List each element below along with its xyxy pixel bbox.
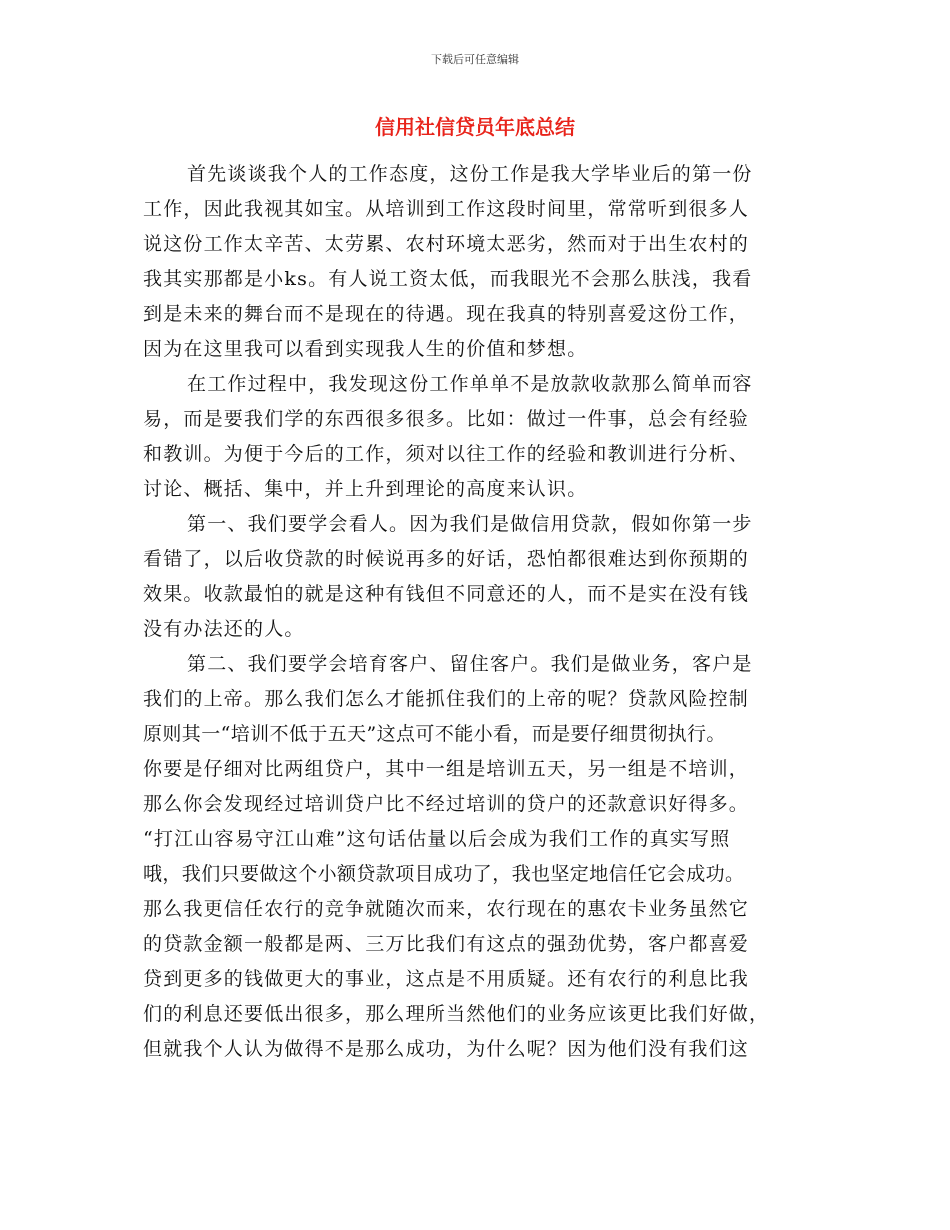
document-title: 信用社信贷员年底总结 bbox=[375, 115, 575, 139]
text-line: 效果。收款最怕的就是这种有钱但不同意还的人，而不是实在没有钱 bbox=[143, 583, 750, 605]
text-line: 们的利息还要低出很多，那么理所当然他们的业务应该更比我们好做， bbox=[143, 1003, 770, 1025]
text-line: 说这份工作太辛苦、太劳累、农村环境太恶劣，然而对于出生农村的 bbox=[143, 233, 750, 255]
text-line: 到是未来的舞台而不是现在的待遇。现在我真的特别喜爱这份工作， bbox=[143, 303, 750, 325]
text-line: 首先谈谈我个人的工作态度，这份工作是我大学毕业后的第一份 bbox=[187, 163, 753, 185]
text-line: 的贷款金额一般都是两、三万比我们有这点的强劲优势，客户都喜爱 bbox=[143, 933, 750, 955]
page-header-note: 下载后可任意编辑 bbox=[431, 53, 519, 66]
text-line: 第一、我们要学会看人。因为我们是做信用贷款，假如你第一步 bbox=[187, 513, 753, 535]
text-line: 讨论、概括、集中，并上升到理论的高度来认识。 bbox=[143, 478, 588, 500]
text-line: 原则其一“培训不低于五天”这点可不能小看，而是要仔细贯彻执行。 bbox=[143, 723, 726, 745]
text-line: 和教训。为便于今后的工作，须对以往工作的经验和教训进行分析、 bbox=[143, 443, 750, 465]
text-line: 在工作过程中，我发现这份工作单单不是放款收款那么简单而容 bbox=[187, 373, 753, 395]
text-line: 那么我更信任农行的竞争就随次而来，农行现在的惠农卡业务虽然它 bbox=[143, 898, 750, 920]
text-line: 那么你会发现经过培训贷户比不经过培训的贷户的还款意识好得多。 bbox=[143, 793, 750, 815]
text-line: 看错了，以后收贷款的时候说再多的好话，恐怕都很难达到你预期的 bbox=[143, 548, 750, 570]
text-line: 但就我个人认为做得不是那么成功，为什么呢？因为他们没有我们这 bbox=[143, 1038, 750, 1060]
text-line: 哦，我们只要做这个小额贷款项目成功了，我也坚定地信任它会成功。 bbox=[143, 863, 745, 885]
text-line: 因为在这里我可以看到实现我人生的价值和梦想。 bbox=[143, 338, 588, 360]
text-line: 我们的上帝。那么我们怎么才能抓住我们的上帝的呢？贷款风险控制 bbox=[143, 688, 750, 710]
document-body bbox=[143, 157, 808, 1067]
text-line: “打江山容易守江山难”这句话估量以后会成为我们工作的真实写照 bbox=[143, 828, 731, 850]
text-line: 没有办法还的人。 bbox=[143, 618, 305, 640]
text-line: 工作，因此我视其如宝。从培训到工作这段时间里，常常听到很多人 bbox=[143, 198, 750, 220]
text-line: 我其实那都是小ks。有人说工资太低，而我眼光不会那么肤浅，我看 bbox=[143, 268, 753, 290]
text-line: 易，而是要我们学的东西很多很多。比如：做过一件事，总会有经验 bbox=[143, 408, 750, 430]
text-line: 你要是仔细对比两组贷户，其中一组是培训五天，另一组是不培训， bbox=[143, 758, 750, 780]
text-line: 贷到更多的钱做更大的事业，这点是不用质疑。还有农行的利息比我 bbox=[143, 968, 750, 990]
text-line: 第二、我们要学会培育客户、留住客户。我们是做业务，客户是 bbox=[187, 653, 753, 675]
